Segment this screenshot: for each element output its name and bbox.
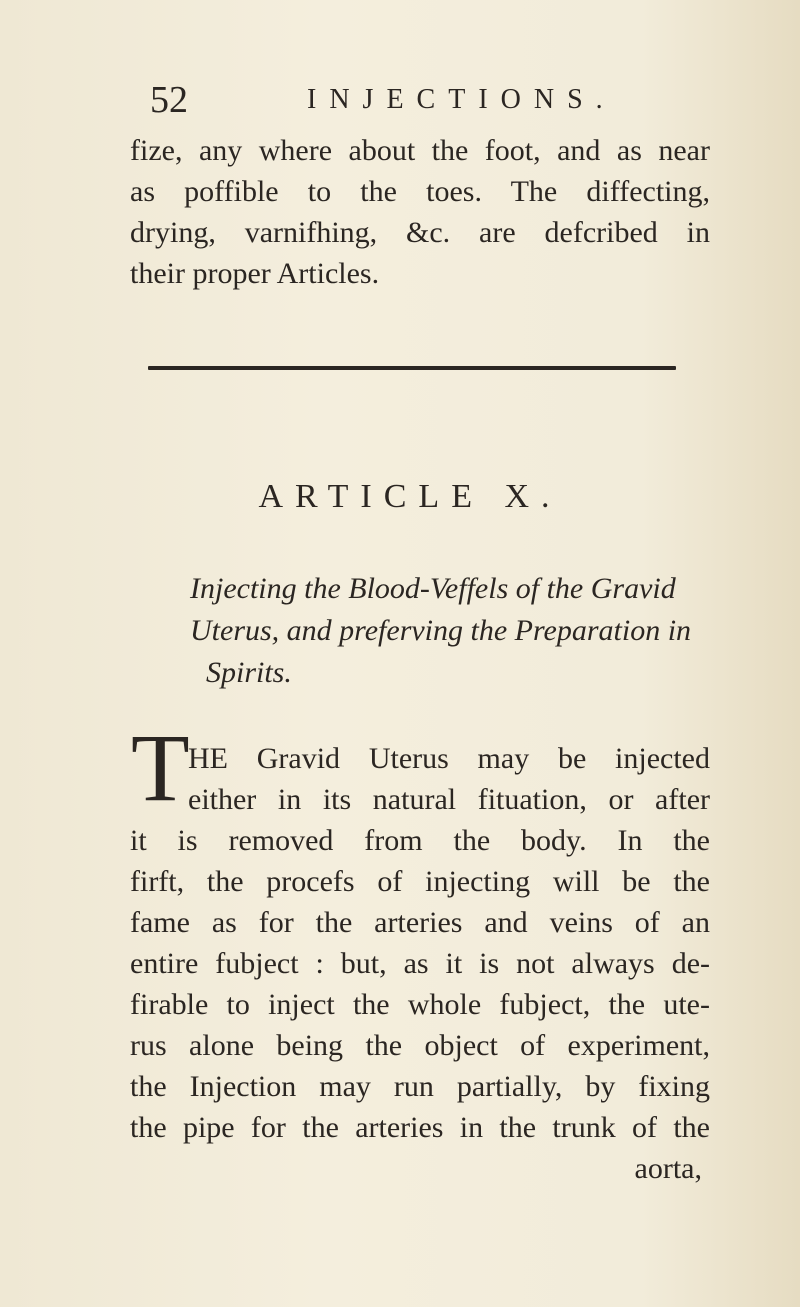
text-line: rus alone being the object of experiment, [130,1029,710,1062]
text-line: fize, any where about the foot, and as near [130,134,710,167]
catchword: aorta, [634,1152,702,1185]
text-line: as poffible to the toes. The diffecting, [130,175,710,208]
text-line: the pipe for the arteries in the trunk of the [130,1111,710,1144]
text-line: it is removed from the body. In the [130,824,710,857]
article-heading: ARTICLE X. [258,478,562,515]
text-line: fame as for the arteries and veins of an [130,906,710,939]
text-line: firable to inject the whole fubject, the ute- [130,988,710,1021]
subtitle-line: Uterus, and preferving the Preparation in [190,614,692,647]
text-line: either in its natural fituation, or after [188,783,710,816]
text-line: entire fubject : but, as it is not always de- [130,947,710,980]
running-head [150,78,650,121]
subtitle-line: Injecting the Blood-Veffels of the Gravid [190,572,676,605]
text-line: HE Gravid Uterus may be injected [188,742,710,775]
page-number: 52 [150,79,188,121]
running-title: INJECTIONS. [307,84,616,115]
article-subtitle [190,568,750,694]
drop-cap: T [131,714,190,821]
text-line: the Injection may run partially, by fixing [130,1070,710,1103]
body-paragraph [130,738,710,1189]
intro-paragraph [130,130,710,294]
text-line: firft, the procefs of injecting will be the [130,865,710,898]
subtitle-line: Spirits. [206,656,292,689]
text-line: drying, varnifhing, &c. are defcribed in [130,216,710,249]
text-line: their proper Articles. [130,257,380,290]
section-divider-rule [148,366,676,370]
